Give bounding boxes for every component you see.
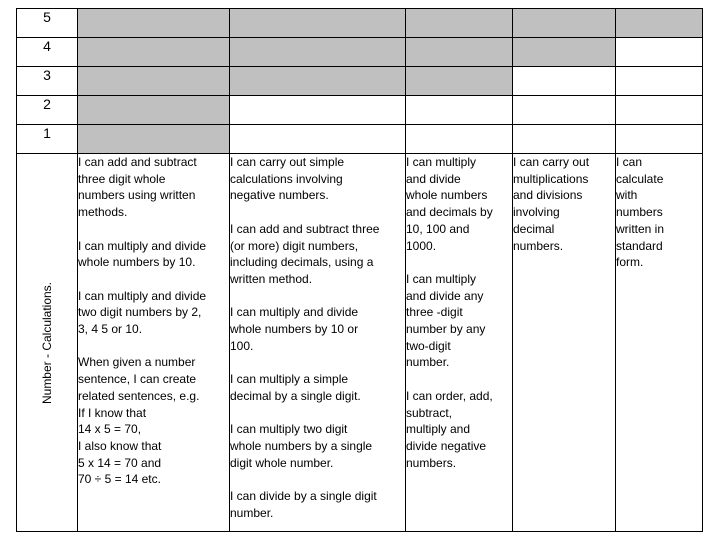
level-cell	[230, 67, 406, 96]
level-cell	[513, 125, 616, 154]
statement-line: I can multiply	[406, 155, 477, 169]
level-cell	[230, 96, 406, 125]
statement-line: 10, 100 and	[406, 221, 470, 236]
statement-line: written in	[616, 221, 665, 236]
statement-line: If I know that	[78, 405, 147, 420]
statement-line: 3, 4 5 or 10.	[78, 322, 143, 336]
statement-line: form.	[616, 255, 644, 270]
statement-line: When given a number	[78, 355, 196, 370]
statement-line: whole numbers by 10.	[78, 255, 196, 270]
level-cell	[406, 125, 513, 154]
statement-line: with	[616, 188, 638, 203]
statement-line: 14 x 5 = 70,	[78, 422, 142, 437]
level-row-3	[17, 67, 703, 96]
statement-line: and divide	[406, 171, 461, 186]
level-cell	[406, 96, 513, 125]
statement-line: 70 ÷ 5 = 14 etc.	[78, 472, 161, 487]
statements-column-3	[406, 154, 513, 532]
statement-line: I also know that	[78, 438, 162, 453]
level-row-2	[17, 96, 703, 125]
statement-line: sentence, I can create	[78, 372, 197, 387]
statement-line: I can multiply and divide	[78, 288, 207, 303]
level-cell	[78, 96, 230, 125]
statement-line: and decimals by	[406, 205, 493, 220]
statement-line: whole numbers	[406, 188, 488, 203]
level-cell	[406, 38, 513, 67]
level-number: 2	[17, 96, 78, 125]
statement-line: decimal	[513, 221, 555, 236]
statement-line: negative numbers.	[230, 188, 329, 203]
statement-line: and divisions	[513, 188, 583, 203]
statement-line: I can multiply a simple	[230, 372, 349, 387]
level-cell	[78, 9, 230, 38]
level-cell	[513, 9, 616, 38]
statement-line: numbers.	[406, 455, 457, 470]
statements-column-1	[78, 154, 230, 532]
statement	[78, 288, 229, 338]
statement-line: numbers	[616, 205, 663, 220]
statement-line: I can carry out simple	[230, 155, 345, 169]
statement-line: number.	[230, 505, 274, 520]
statement-line: multiply and	[406, 422, 471, 437]
statement-line: 100.	[230, 338, 254, 353]
level-number: 4	[17, 38, 78, 67]
statement-line: I can multiply	[406, 271, 477, 286]
statement-line: and divide any	[406, 288, 484, 303]
level-cell	[616, 67, 703, 96]
statement-line: multiplications	[513, 171, 589, 186]
statements-column-4	[513, 154, 616, 532]
statement	[616, 154, 702, 271]
statement-line: decimal by a single digit.	[230, 388, 361, 403]
statement-line: written method.	[230, 271, 313, 286]
level-cell	[230, 125, 406, 154]
level-cell	[513, 38, 616, 67]
statement	[406, 271, 512, 371]
statement-line: three -digit	[406, 305, 463, 320]
statement-line: numbers using written	[78, 188, 196, 203]
level-cell	[78, 67, 230, 96]
statement	[406, 154, 512, 254]
statement-line: calculations involving	[230, 171, 343, 186]
strand-label: Number - Calculations.	[40, 281, 54, 404]
statements-row	[17, 154, 703, 532]
level-row-5	[17, 9, 703, 38]
levels-grid	[16, 8, 703, 532]
statement-line: standard	[616, 238, 663, 253]
statement-line: including decimals, using a	[230, 255, 374, 270]
statement-line: I can order, add,	[406, 388, 493, 403]
level-cell	[513, 96, 616, 125]
statement-line: I can multiply two digit	[230, 422, 348, 437]
statement-line: number.	[406, 355, 450, 370]
statement-line: digit whole number.	[230, 455, 334, 470]
statement	[78, 238, 229, 271]
level-cell	[616, 9, 703, 38]
statements-column-2	[230, 154, 406, 532]
statement-line: I can multiply and divide	[78, 238, 207, 253]
statement-line: I can multiply and divide	[230, 305, 359, 320]
level-cell	[406, 9, 513, 38]
statement-line: I can divide by a single digit	[230, 488, 377, 503]
statement	[78, 354, 229, 488]
statement-line: I can add and subtract three	[230, 221, 380, 236]
level-cell	[78, 125, 230, 154]
level-cell	[616, 38, 703, 67]
level-cell	[406, 67, 513, 96]
statement	[230, 371, 405, 404]
statement-line: involving	[513, 205, 560, 220]
level-row-4	[17, 38, 703, 67]
statement-line: two-digit	[406, 338, 451, 353]
statement-line: subtract,	[406, 405, 453, 420]
statement	[230, 221, 405, 288]
level-cell	[513, 67, 616, 96]
level-cell	[616, 125, 703, 154]
statement	[230, 421, 405, 471]
statement-line: (or more) digit numbers,	[230, 238, 359, 253]
statement-line: three digit whole	[78, 171, 166, 186]
statement	[78, 154, 229, 221]
level-number: 3	[17, 67, 78, 96]
statement	[230, 154, 405, 204]
statement-line: I can	[616, 155, 643, 169]
statement-line: numbers.	[513, 238, 564, 253]
statement-line: related sentences, e.g.	[78, 388, 200, 403]
statement	[230, 488, 405, 521]
statement-line: 1000.	[406, 238, 437, 253]
statement-line: calculate	[616, 171, 664, 186]
statement-line: 5 x 14 = 70 and	[78, 455, 162, 470]
statement-line: whole numbers by a single	[230, 438, 373, 453]
statement-line: I can carry out	[513, 155, 590, 169]
level-number: 1	[17, 125, 78, 154]
statement-line: methods.	[78, 205, 128, 220]
level-cell	[78, 38, 230, 67]
level-number: 5	[17, 9, 78, 38]
level-cell	[616, 96, 703, 125]
strand-label-cell	[17, 154, 78, 532]
statement-line: I can add and subtract	[78, 155, 197, 169]
level-row-1	[17, 125, 703, 154]
statement-line: whole numbers by 10 or	[230, 322, 359, 336]
statements-column-5	[616, 154, 703, 532]
statement-line: divide negative	[406, 438, 487, 453]
level-cell	[230, 9, 406, 38]
statement-line: two digit numbers by 2,	[78, 305, 202, 320]
statement	[406, 388, 512, 472]
statement-line: number by any	[406, 322, 486, 337]
statement	[513, 154, 615, 254]
statement	[230, 304, 405, 354]
level-cell	[230, 38, 406, 67]
